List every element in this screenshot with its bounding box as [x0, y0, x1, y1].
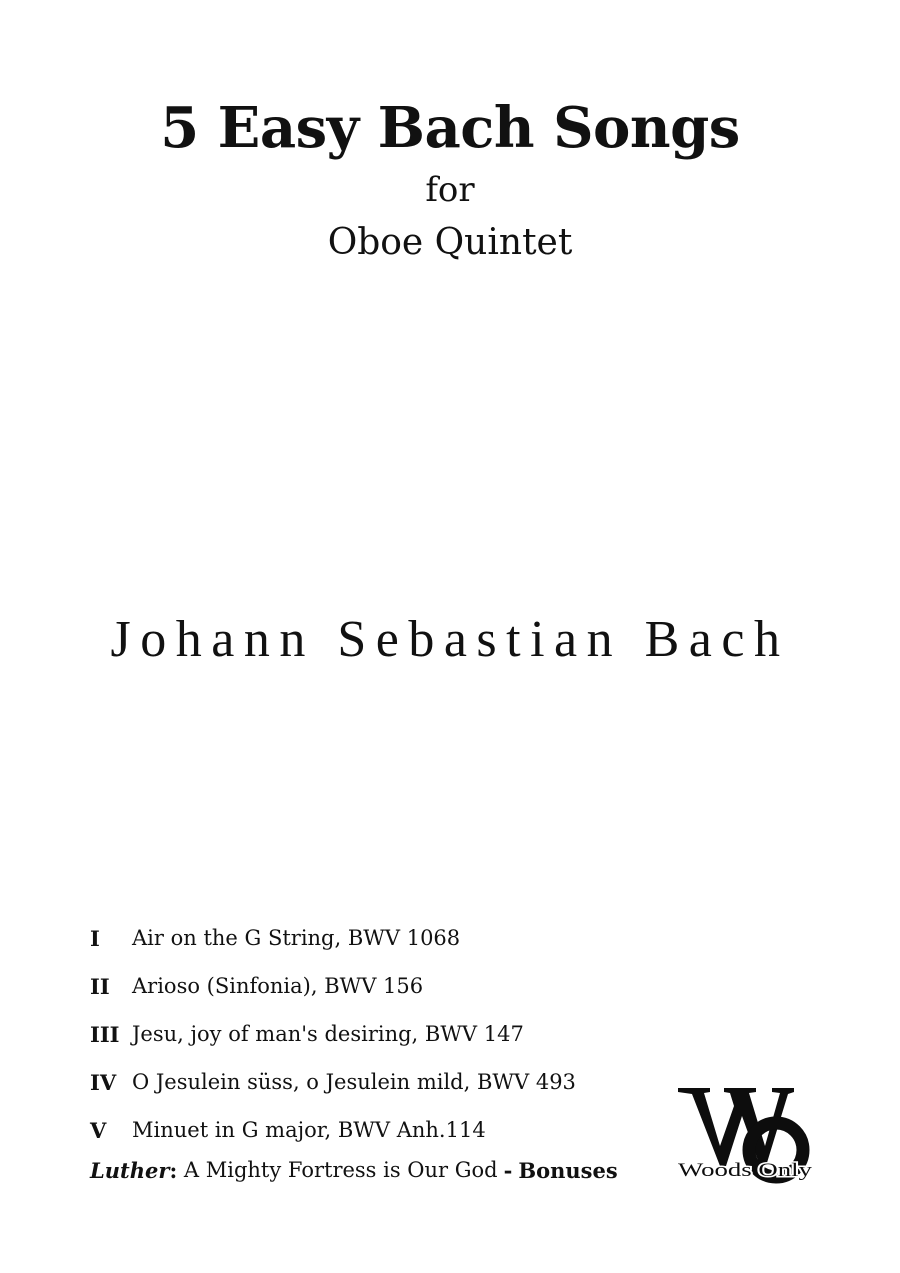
item-numeral: III — [90, 1021, 120, 1047]
contents-list — [90, 914, 650, 1154]
bonus-dash: - — [503, 1157, 513, 1183]
bonus-author: Luther — [90, 1157, 170, 1183]
woods-only-logo — [676, 1080, 816, 1190]
contents-item — [90, 962, 650, 1010]
subtitle-for: for — [425, 170, 475, 210]
item-title: Jesu, joy of man's desiring, BWV 147 — [132, 1022, 524, 1046]
item-title: O Jesulein süss, o Jesulein mild, BWV 493 — [132, 1070, 576, 1094]
item-numeral: V — [90, 1117, 107, 1143]
item-numeral: IV — [90, 1069, 117, 1095]
contents-item — [90, 914, 650, 962]
page-title: 5 Easy Bach Songs — [160, 95, 740, 161]
bonus-tag: Bonuses — [518, 1157, 618, 1183]
item-numeral: II — [90, 973, 110, 999]
contents-item — [90, 1106, 650, 1154]
bonus-piece: A Mighty Fortress is Our God — [183, 1158, 498, 1182]
contents-item — [90, 1010, 650, 1058]
ensemble-name: Oboe Quintet — [327, 222, 573, 263]
item-numeral: I — [90, 925, 100, 951]
item-title: Minuet in G major, BWV Anh.114 — [132, 1118, 486, 1142]
item-title: Air on the G String, BWV 1068 — [132, 926, 461, 950]
composer-name: Johann Sebastian Bach — [110, 611, 790, 668]
logo-wordmark: Woods Only — [678, 1160, 813, 1181]
contents-item — [90, 1058, 650, 1106]
bonus-line — [90, 1150, 618, 1190]
item-title: Arioso (Sinfonia), BWV 156 — [132, 974, 424, 998]
bonus-colon: : — [169, 1157, 178, 1183]
